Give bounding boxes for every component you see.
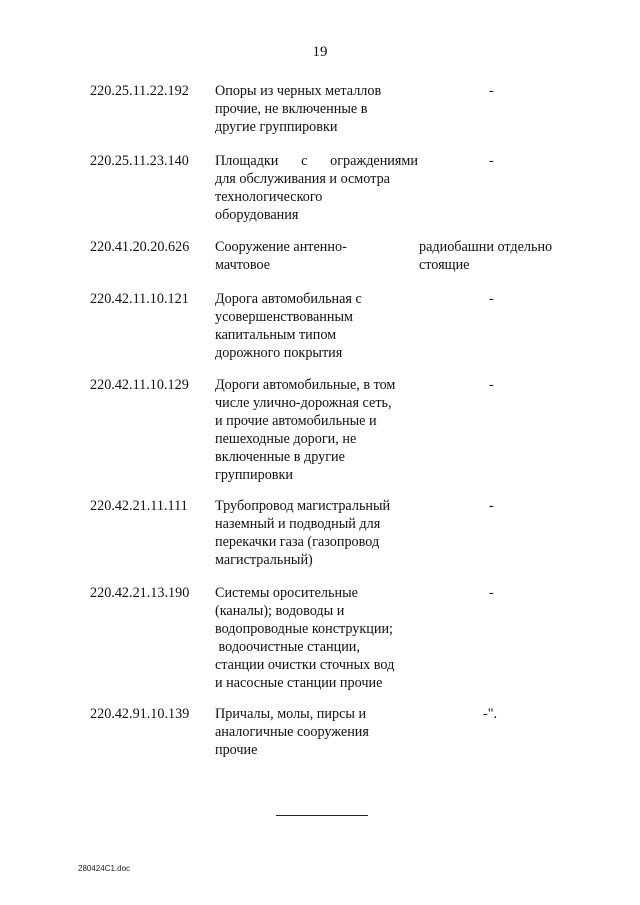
item-name <box>215 82 420 136</box>
item-name-line: технологического <box>215 189 323 205</box>
okof-code: 220.25.11.23.140 <box>90 153 189 169</box>
item-name <box>215 705 420 759</box>
okof-code: 220.41.20.20.626 <box>90 239 190 255</box>
item-note-line: - <box>489 291 494 307</box>
item-name-line: Дороги автомобильные, в том <box>215 377 396 393</box>
item-note <box>489 290 494 308</box>
item-name-line: Опоры из черных металлов <box>215 83 382 99</box>
item-name <box>215 290 420 362</box>
item-name <box>215 497 420 569</box>
item-name-line: и прочие автомобильные и <box>215 413 377 429</box>
item-note-line: стоящие <box>419 257 470 273</box>
item-name-line: Трубопровод магистральный <box>215 498 391 514</box>
item-name-line: Сооружение антенно- <box>215 239 347 255</box>
item-name-line: числе улично-дорожная сеть, <box>215 395 392 411</box>
okof-code: 220.42.11.10.129 <box>90 377 189 393</box>
item-name-line: станции очистки сточных вод <box>215 657 395 673</box>
item-note <box>419 238 552 274</box>
okof-code: 220.25.11.22.192 <box>90 83 189 99</box>
file-name: 280424C1.doc <box>78 864 131 873</box>
item-name-line: другие группировки <box>215 119 338 135</box>
item-name <box>215 584 420 692</box>
item-name <box>215 376 420 484</box>
item-note-line: - <box>489 377 494 393</box>
item-name-line: наземный и подводный для <box>215 516 381 532</box>
item-note-line: - <box>489 83 494 99</box>
item-note <box>489 82 494 100</box>
item-name-line: водопроводные конструкции; <box>215 621 393 637</box>
item-note-line: радиобашни отдельно <box>419 239 553 255</box>
item-name-line: группировки <box>215 467 293 483</box>
item-name-line: усовершенствованным <box>215 309 354 325</box>
item-note <box>483 705 497 723</box>
item-name-line: для обслуживания и осмотра <box>215 171 390 187</box>
item-name-line: водоочистные станции, <box>215 639 360 655</box>
item-name-line: дорожного покрытия <box>215 345 343 361</box>
item-note <box>489 497 494 515</box>
item-name-line: Причалы, молы, пирсы и <box>215 706 367 722</box>
item-name-line: перекачки газа (газопровод <box>215 534 380 550</box>
item-name-line: Площадки с ограждениями <box>215 153 418 169</box>
okof-code: 220.42.91.10.139 <box>90 706 190 722</box>
item-name <box>215 238 420 274</box>
item-name <box>215 152 420 224</box>
item-name-line: Системы оросительные <box>215 585 358 601</box>
item-name-line: пешеходные дороги, не <box>215 431 357 447</box>
okof-code: 220.42.11.10.121 <box>90 291 189 307</box>
item-name-line: аналогичные сооружения <box>215 724 369 740</box>
page-number: 19 <box>312 44 328 60</box>
item-note-line: - <box>489 498 494 514</box>
item-name-line: прочие, не включенные в <box>215 101 368 117</box>
closing-rule <box>276 815 368 816</box>
item-note <box>489 584 494 602</box>
item-note <box>489 152 494 170</box>
item-name-line: (каналы); водоводы и <box>215 603 345 619</box>
item-name-line: оборудования <box>215 207 299 223</box>
item-note-line: - <box>489 153 494 169</box>
item-name-line: Дорога автомобильная с <box>215 291 362 307</box>
item-name-line: включенные в другие <box>215 449 345 465</box>
okof-code: 220.42.21.11.111 <box>90 498 188 514</box>
item-name-line: капитальным типом <box>215 327 337 343</box>
item-name-line: прочие <box>215 742 258 758</box>
okof-code: 220.42.21.13.190 <box>90 585 190 601</box>
item-note-line: -". <box>483 706 498 722</box>
item-note <box>489 376 494 394</box>
item-name-line: мачтовое <box>215 257 271 273</box>
item-note-line: - <box>489 585 494 601</box>
item-name-line: и насосные станции прочие <box>215 675 383 691</box>
item-name-line: магистральный) <box>215 552 313 568</box>
